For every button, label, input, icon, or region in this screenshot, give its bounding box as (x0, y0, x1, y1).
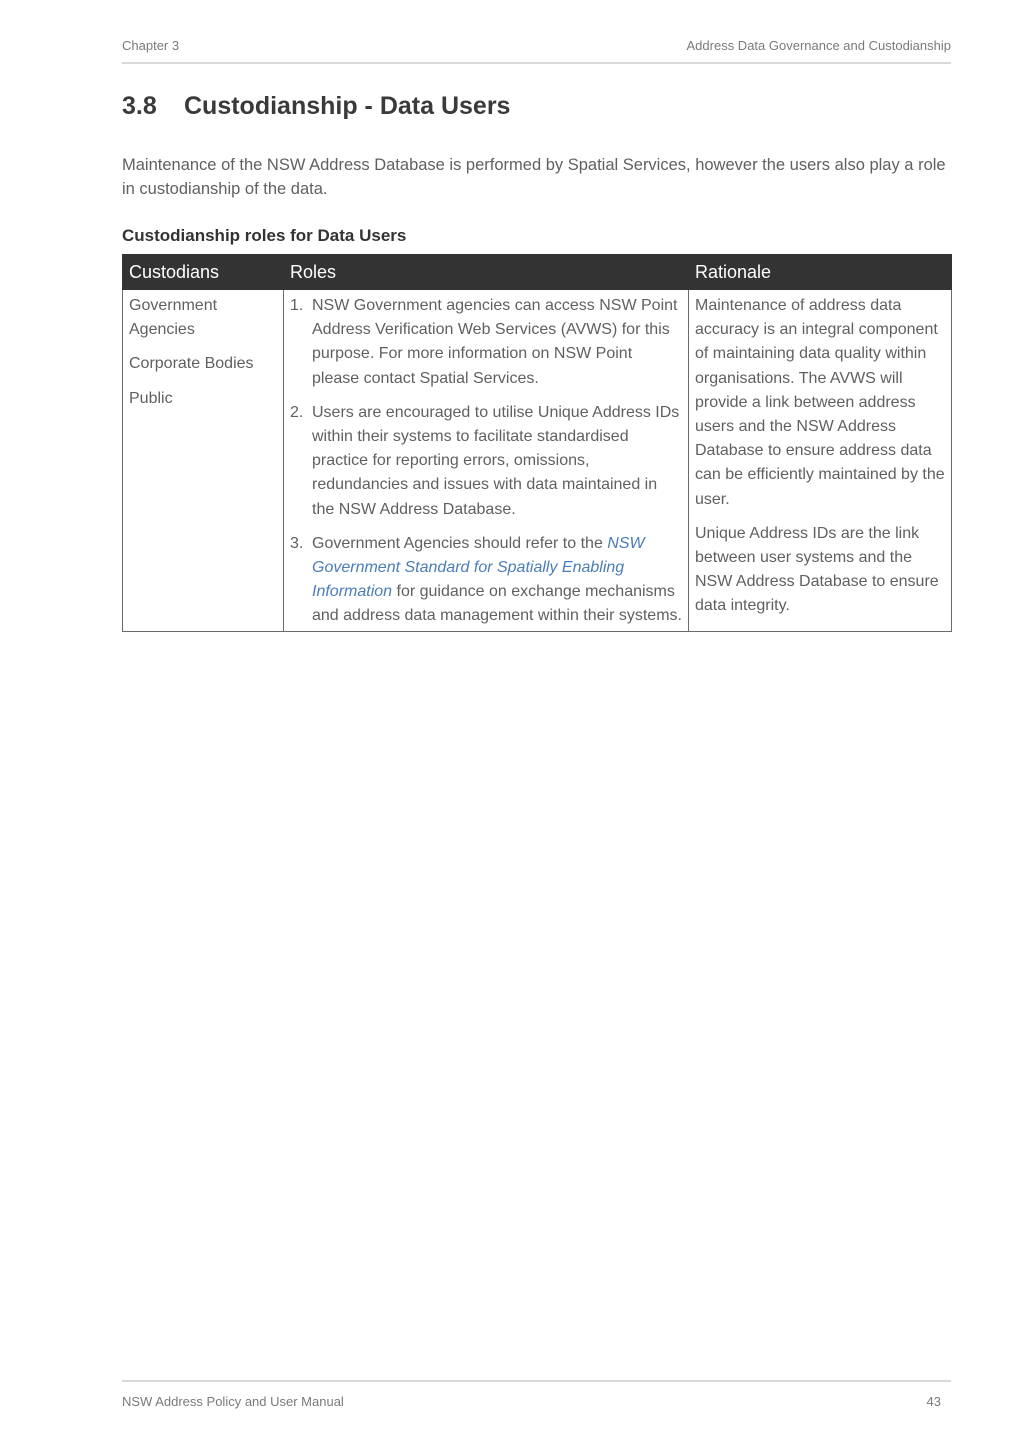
page-number: 43 (926, 1394, 941, 1409)
column-header-roles: Roles (284, 255, 689, 290)
rationale-cell (689, 290, 952, 632)
column-header-rationale: Rationale (689, 255, 952, 290)
role-number: 3. (290, 534, 304, 552)
manual-title: NSW Address Policy and User Manual (122, 1394, 344, 1409)
custodians-cell (123, 290, 284, 632)
role-number: 2. (290, 403, 304, 421)
role-text: NSW Government agencies can access NSW Point Address Verification Web Services (AVWS) for this purpose. For more information on NSW Point please contact Spatial Services. (312, 297, 678, 387)
roles-cell (284, 290, 689, 632)
column-header-custodians: Custodians (123, 255, 284, 290)
custodian-public: Public (129, 389, 173, 407)
role-item (290, 401, 682, 522)
role-text-after-link: for guidance on exchange mechanisms and address data management within their systems. (312, 583, 682, 625)
role-item (290, 294, 682, 391)
nsw-standard-link[interactable]: NSW Government Standard for Spatially Enabling Information (312, 534, 645, 601)
chapter-label: Chapter 3 (122, 38, 180, 53)
table-header-row (123, 255, 952, 290)
custodian-corporate-bodies: Corporate Bodies (129, 355, 254, 373)
section-title (122, 92, 510, 121)
roles-list (290, 294, 682, 629)
table-caption: Custodianship roles for Data Users (122, 226, 407, 245)
role-number: 1. (290, 297, 304, 314)
header-section-name: Address Data Governance and Custodianship (686, 38, 951, 53)
rationale-paragraph: Unique Address IDs are the link between user systems and the NSW Address Database to ensure data integrity. (695, 524, 939, 615)
section-title-text: Custodianship - Data Users (184, 92, 511, 120)
section-number: 3.8 (122, 92, 157, 120)
role-text: Users are encouraged to utilise Unique Address IDs within their systems to facilitate standardised practice for reporting errors, omissions, redundancies and issues with data maintained in the NSW Address Database. (312, 403, 680, 518)
role-text-before-link: Government Agencies should refer to the (312, 534, 608, 552)
table-row (123, 290, 952, 632)
role-item (290, 532, 682, 629)
page-header (122, 36, 951, 64)
intro-paragraph: Maintenance of the NSW Address Database is performed by Spatial Services, however the users also play a role in custodianship of the data. (122, 156, 946, 198)
page-footer (122, 1380, 951, 1412)
custodianship-roles-table (122, 254, 952, 632)
rationale-paragraph: Maintenance of address data accuracy is an integral component of maintaining data quality within organisations. The AVWS will provide a link between address users and the NSW Address Database to ensure address data can be efficiently maintained by the user. (695, 297, 945, 508)
custodian-government-agencies: Government Agencies (129, 297, 218, 339)
